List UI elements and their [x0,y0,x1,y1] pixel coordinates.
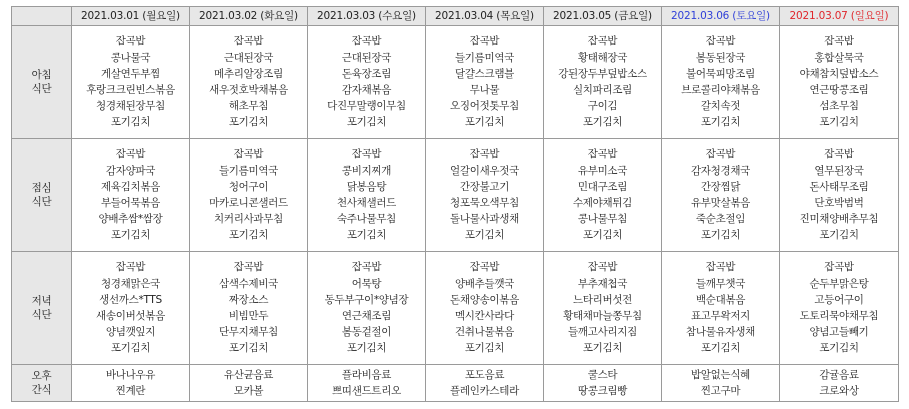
dinner-thu-cell [426,252,544,365]
menu-item: 포기김치 [228,342,269,355]
menu-item: 동두부구이*양념장 [324,293,409,306]
breakfast-sun-cell [780,26,899,139]
menu-item: 부추재첩국 [577,277,628,290]
menu-item: 다진무말랭이무침 [327,100,406,113]
row-label-line: 저녁 [31,295,52,307]
menu-item: 포기김치 [700,342,741,355]
snack-row [12,365,899,402]
menu-item: 크로와상 [819,385,859,397]
breakfast-fri-cell [544,26,662,139]
menu-item: 콩나물국 [110,51,151,64]
menu-item: 얼갈이새우젓국 [450,164,519,177]
dinner-sat-cell [662,252,780,365]
menu-item: 포기김치 [228,229,269,242]
menu-item: 잡곡밥 [233,261,264,274]
row-label-line: 식단 [31,196,52,208]
menu-item: 천사채샐러드 [336,197,397,209]
menu-item: 근대된장국 [223,51,274,64]
menu-item: 잡곡밥 [469,261,500,274]
menu-item: 해초무침 [228,100,269,113]
menu-item: 양배추쌈*쌈장 [98,213,163,226]
row-label-line: 점심 [31,182,52,194]
menu-item: 돌나물사과생채 [450,213,519,226]
menu-item: 단호박범벅 [814,197,864,209]
menu-item: 닭봉음탕 [346,180,387,193]
menu-item: 간장불고기 [459,180,510,193]
dinner-wed-cell [308,252,426,365]
menu-item: 근대된장국 [341,51,392,64]
menu-item: 게살연두부찜 [100,67,161,80]
menu-item: 간장찜닭 [700,180,741,193]
menu-item: 참나물유자생채 [686,326,755,339]
lunch-tue-cell [190,139,308,252]
weekly-menu-table [11,6,899,402]
date-header-fri: 2021.03.05 (금요일) [544,7,662,26]
dinner-fri-cell [544,252,662,365]
menu-item: 돈육장조림 [341,67,392,80]
menu-item: 찐고구마 [700,385,741,397]
menu-item: 삼색수제비국 [218,277,279,290]
menu-item: 감귤음료 [819,368,859,381]
date-header-wed: 2021.03.03 (수요일) [308,7,426,26]
menu-item: 잡곡밥 [233,148,264,161]
menu-item: 포기김치 [582,229,623,242]
menu-item: 잡곡밥 [351,35,382,48]
menu-item: 구이김 [587,100,618,113]
date-header-sat: 2021.03.06 (토요일) [662,7,780,26]
row-label-line: 간식 [31,384,52,396]
breakfast-thu-cell [426,26,544,139]
menu-item: 찐계란 [115,385,146,397]
menu-item: 돈사태무조림 [809,180,869,193]
dinner-row [12,252,899,365]
breakfast-row-label [12,26,72,139]
menu-item: 강된장두부덮밥소스 [558,67,647,80]
menu-item: 마카로니콘샐러드 [209,197,288,209]
breakfast-sat-cell [662,26,780,139]
menu-item: 죽순초절임 [695,213,746,226]
header-corner-cell [12,7,72,26]
date-header-tue: 2021.03.02 (화요일) [190,7,308,26]
menu-item: 밥알없는식혜 [690,368,751,381]
menu-item: 백순대볶음 [695,293,746,306]
menu-item: 포기김치 [346,229,387,242]
dinner-row-label [12,252,72,365]
menu-item: 잡곡밥 [351,261,382,274]
menu-item: 청포묵오색무침 [450,197,519,209]
menu-item: 감자양파국 [105,164,156,177]
menu-item: 포기김치 [346,342,387,355]
lunch-sat-cell [662,139,780,252]
menu-item: 잡곡밥 [351,148,382,161]
menu-item: 포기김치 [346,116,387,129]
menu-item: 청경채된장무침 [96,100,165,113]
menu-item: 쁘띠샌드트리오 [332,385,401,397]
snack-wed-cell [308,365,426,402]
breakfast-wed-cell [308,26,426,139]
breakfast-mon-cell [72,26,190,139]
menu-item: 달걀스크램블 [454,67,515,80]
menu-item: 들깨무챗국 [695,277,746,290]
snack-row-label [12,365,72,402]
menu-item: 포기김치 [700,116,741,129]
menu-item: 새송이버섯볶음 [96,310,165,322]
menu-item: 포기김치 [110,116,151,129]
lunch-thu-cell [426,139,544,252]
menu-item: 느타리버섯전 [572,293,633,306]
menu-item: 치커리사과무침 [214,213,283,226]
menu-item: 봄동겉절이 [341,326,392,339]
menu-item: 땅콩크림빵 [577,385,628,397]
lunch-wed-cell [308,139,426,252]
menu-item: 잡곡밥 [233,35,264,48]
menu-item: 잡곡밥 [587,35,618,48]
menu-item: 청경채맑은국 [100,277,161,290]
menu-item: 포도음료 [464,368,505,381]
menu-item: 건취나물볶음 [454,326,515,339]
menu-item: 포기김치 [819,342,859,355]
menu-item: 짜장소스 [228,293,269,306]
snack-fri-cell [544,365,662,402]
menu-item: 잡곡밥 [469,35,500,48]
menu-item: 포기김치 [819,229,859,242]
menu-item: 오징어젓톳무침 [450,100,519,113]
date-header-mon: 2021.03.01 (월요일) [72,7,190,26]
menu-item: 잡곡밥 [824,148,854,161]
menu-item: 봄동된장국 [695,51,746,64]
menu-item: 포기김치 [110,342,151,355]
menu-item: 고등어구이 [814,293,864,306]
menu-item: 연근채조림 [341,310,392,322]
menu-item: 황태해장국 [577,51,628,64]
menu-item: 부들어묵볶음 [100,197,161,209]
menu-item: 수제야채튀김 [572,197,633,209]
menu-item: 생선까스*TTS [99,293,162,306]
menu-item: 포기김치 [582,116,623,129]
menu-item: 실치파리조림 [572,84,633,96]
menu-item: 갈치속젓 [700,100,741,113]
date-header-thu: 2021.03.04 (목요일) [426,7,544,26]
menu-item: 포기김치 [464,116,505,129]
lunch-sun-cell [780,139,899,252]
menu-item: 양배추들깻국 [454,277,515,290]
menu-item: 포기김치 [819,116,859,129]
menu-item: 어묵탕 [351,277,382,290]
menu-item: 황태채마늘쫑무침 [563,310,642,322]
dinner-tue-cell [190,252,308,365]
menu-item: 양념고들빼기 [809,326,869,339]
menu-item: 잡곡밥 [824,261,854,274]
menu-item: 포기김치 [110,229,151,242]
menu-item: 단무지채무침 [218,326,279,339]
menu-item: 플레인카스테라 [450,385,519,397]
lunch-row-label [12,139,72,252]
menu-item: 들기름미역국 [218,164,279,177]
row-label-line: 식단 [31,309,52,321]
menu-item: 잡곡밥 [469,148,500,161]
menu-item: 제육김치볶음 [100,180,161,193]
menu-item: 메추리알장조림 [214,67,283,80]
menu-item: 유산균음료 [223,368,274,381]
lunch-fri-cell [544,139,662,252]
menu-item: 잡곡밥 [587,261,618,274]
menu-item: 쿨스타 [587,368,618,381]
menu-item: 열무된장국 [814,164,864,177]
lunch-row [12,139,899,252]
menu-item: 새우젓호박채볶음 [209,84,288,96]
row-label-line: 아침 [31,69,52,81]
menu-item: 야채참치덮밥소스 [799,67,879,80]
menu-item: 감자청경채국 [690,164,751,177]
menu-item: 표고무왁저지 [690,310,751,322]
menu-item: 유부맛살볶음 [690,197,751,209]
header-row [12,7,899,26]
menu-item: 잡곡밥 [705,148,736,161]
menu-item: 잡곡밥 [705,261,736,274]
menu-item: 잡곡밥 [115,261,146,274]
snack-tue-cell [190,365,308,402]
menu-item: 무나물 [469,84,500,96]
dinner-mon-cell [72,252,190,365]
menu-item: 포기김치 [464,342,505,355]
menu-item: 잡곡밥 [824,35,854,48]
menu-item: 홍합살묵국 [814,51,864,64]
menu-item: 잡곡밥 [587,148,618,161]
menu-item: 진미채양배추무침 [799,213,879,226]
menu-item: 도토리묵야채무침 [799,310,879,322]
menu-item: 들깨고사리지짐 [568,326,637,339]
menu-item: 멕시칸사라다 [454,310,515,322]
dinner-sun-cell [780,252,899,365]
snack-sun-cell [780,365,899,402]
menu-item: 잡곡밥 [705,35,736,48]
menu-item: 브로콜리야채볶음 [681,84,760,96]
menu-item: 돈채양송이볶음 [450,293,519,306]
menu-item: 감자채볶음 [341,84,392,96]
menu-item: 플라비음료 [341,368,392,381]
menu-item: 민대구조림 [577,180,628,193]
menu-item: 양념깻잎지 [105,326,156,339]
menu-item: 콩비지찌개 [341,164,392,177]
snack-thu-cell [426,365,544,402]
menu-item: 콩나물무침 [577,213,628,226]
breakfast-tue-cell [190,26,308,139]
menu-item: 숙주나물무침 [336,213,397,226]
menu-item: 비빔만두 [228,310,269,322]
row-label-line: 식단 [31,83,52,95]
menu-item: 청어구이 [228,180,269,193]
menu-item: 잡곡밥 [115,35,146,48]
menu-item: 후랑크크린빈스볶음 [86,84,175,96]
snack-sat-cell [662,365,780,402]
menu-item: 연근땅콩조림 [809,84,869,96]
menu-item: 들기름미역국 [454,51,515,64]
menu-item: 섬초무침 [819,100,859,113]
lunch-mon-cell [72,139,190,252]
menu-item: 포기김치 [228,116,269,129]
menu-item: 포기김치 [700,229,741,242]
menu-item: 모카볼 [233,385,264,397]
menu-item: 바나나우유 [105,368,156,381]
menu-item: 불어묵피망조림 [686,67,755,80]
menu-item: 포기김치 [464,229,505,242]
menu-item: 유부미소국 [577,164,628,177]
snack-mon-cell [72,365,190,402]
menu-item: 포기김치 [582,342,623,355]
breakfast-row [12,26,899,139]
menu-item: 잡곡밥 [115,148,146,161]
menu-item: 순두부맑은탕 [809,277,869,290]
date-header-sun: 2021.03.07 (일요일) [780,7,899,26]
row-label-line: 오후 [31,370,52,382]
